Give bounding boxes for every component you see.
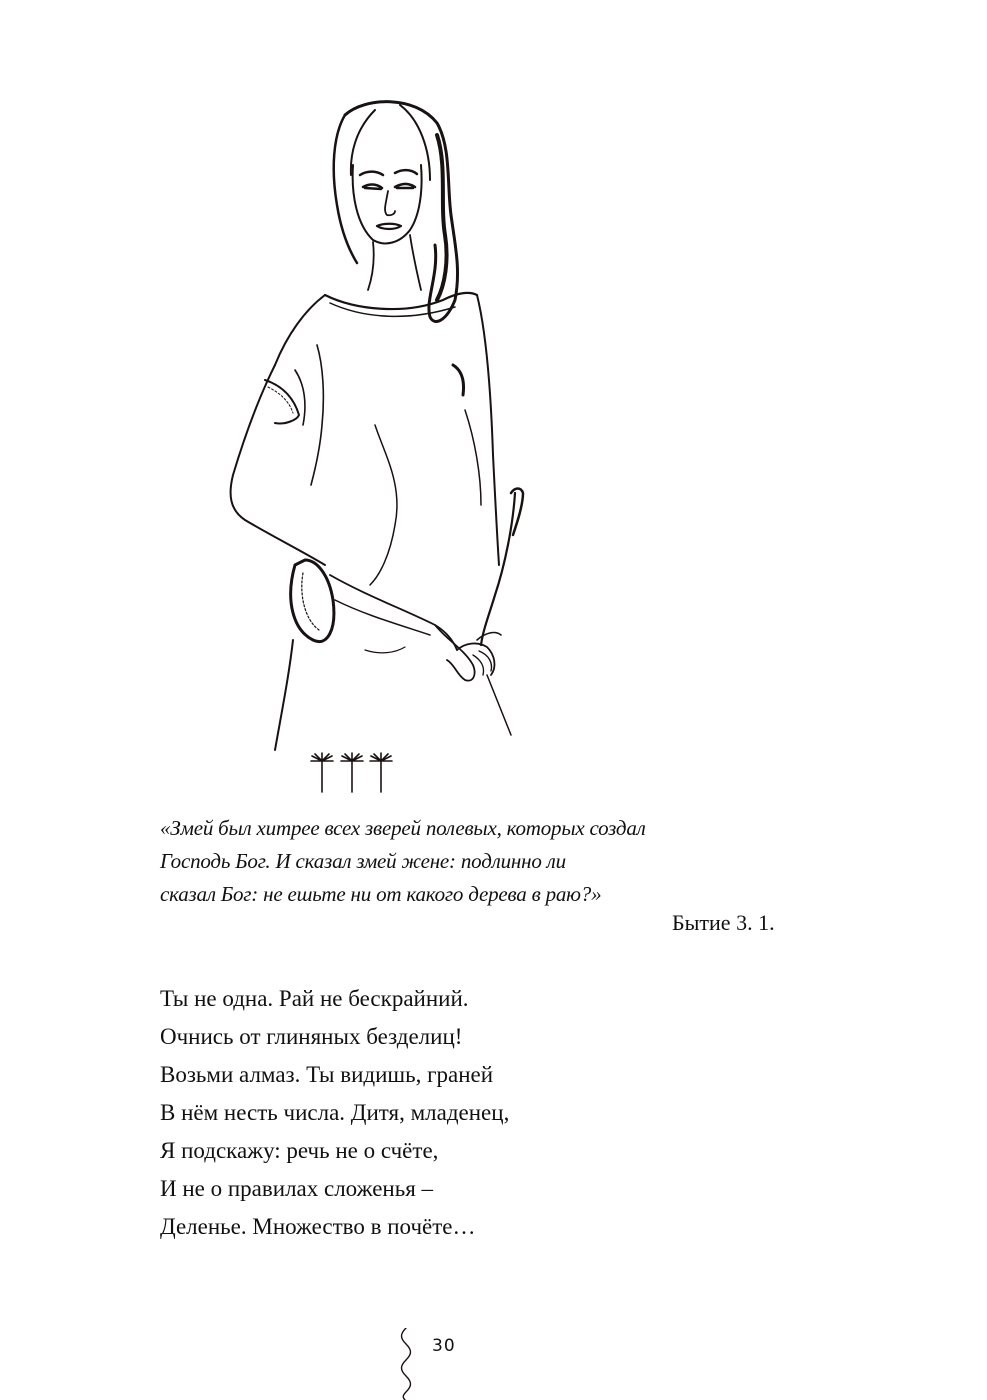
dandelion-seeds-ornament xyxy=(300,752,400,794)
epigraph-line: «Змей был хитрее всех зверей полевых, которых создал xyxy=(160,816,646,840)
epigraph-line: Господь Бог. И сказал змей жене: подлинно ли xyxy=(160,849,566,873)
epigraph xyxy=(160,812,800,911)
poem-line: В нём несть числа. Дитя, младенец, xyxy=(160,1100,510,1125)
epigraph-source: Бытие 3. 1. xyxy=(672,910,775,935)
poem xyxy=(160,980,760,1246)
woman-sketch-illustration xyxy=(225,95,535,760)
page-footer xyxy=(398,1328,478,1400)
epigraph-line: сказал Бог: не ешьте ни от какого дерева в раю?» xyxy=(160,882,602,906)
poem-line: Очнись от глиняных безделиц! xyxy=(160,1024,463,1049)
poem-line: Деленье. Множество в почёте… xyxy=(160,1214,476,1239)
poem-line: И не о правилах сложенья – xyxy=(160,1176,434,1201)
wavy-line-icon xyxy=(398,1328,414,1400)
poem-line: Возьми алмаз. Ты видишь, граней xyxy=(160,1062,494,1087)
poem-line: Я подскажу: речь не о счёте, xyxy=(160,1138,439,1163)
page-number: 30 xyxy=(432,1336,456,1356)
poem-line: Ты не одна. Рай не бескрайний. xyxy=(160,986,469,1011)
